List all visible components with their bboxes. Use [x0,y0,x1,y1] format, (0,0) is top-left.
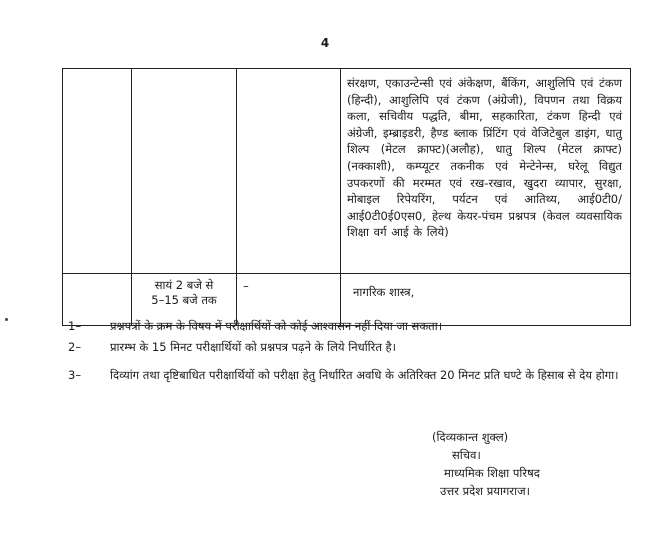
exam-schedule-table [62,68,631,326]
time-cell [132,69,237,274]
time-end: 5–15 बजे तक [151,293,217,307]
note-number: 1– [68,319,82,333]
subjects-cell: संरक्षण, एकाउन्टेन्सी एवं अंकेक्षण, बैंकिंग, आशुलिपि एवं टंकण (हिन्दी), आशुलिपि एवं टंकण (अंग्रेजी), विपणन तथा विक्रय कला, सचिवीय पद्धति, बीमा, सहकारिता, टंकण हिन्दी एवं अंग्रेजी, इम्ब्राइडरी, हैण्ड ब्लाक प्रिंटिंग एवं वेजिटेबुल डाइंग, धातु शिल्प (मेटल क्राफ्ट)(अलौह), धातु शिल्प (मेटल क्राफ्ट)(नक्काशी), कम्प्यूटर तकनीक एवं मेन्टेनेन्स, घरेलू विद्युत उपकरणों की मरम्मत एवं रख-रखाव, खुदरा व्यापार, सुरक्षा, मोबाइल रिपेयरिंग, पर्यटन एवं आतिथ्य, आई0टी0/आई0टी0ई0एस0, हेल्थ केयर-पंचम प्रश्नपत्र (केवल व्यवसायिक शिक्षा वर्ग आई के लिये) [341,69,631,274]
subject-cell: नागरिक शास्त्र, [341,274,631,326]
note-text: प्रश्नपत्रों के क्रम के विषय में परीक्षार्थियों को कोई आश्वासन नहीं दिया जा सकता। [110,319,443,333]
signatory-name: (दिव्यकान्त शुक्ल) [432,430,509,444]
high-school-cell: – [237,274,341,326]
table-row [63,69,631,274]
organization-name: माध्यमिक शिक्षा परिषद [444,466,540,480]
time-start: सायं 2 बजे से [154,278,214,292]
note-item [68,318,624,334]
note-number: 3– [68,368,82,382]
organization-place: उत्तर प्रदेश प्रयागराज। [440,484,530,498]
signatory-designation: सचिव। [452,448,481,462]
note-text: दिव्यांग तथा दृष्टिबाधित परीक्षार्थियों को परीक्षा हेतु निर्धारित अवधि के अतिरिक्त 20 मिनट प्रति घण्टे के हिसाब से देय होगा। [110,368,619,382]
note-text: प्रारम्भ के 15 मिनट परीक्षार्थियों को प्रश्नपत्र पढ़ने के लिये निर्धारित है। [110,340,397,354]
notes-section [68,318,624,388]
page-number: 4 [320,36,330,50]
note-item [68,367,624,383]
signature-block [430,428,580,500]
note-number: 2– [68,340,82,354]
scan-speck [5,318,8,321]
high-school-cell [237,69,341,274]
date-cell [63,69,132,274]
note-item [68,339,624,355]
